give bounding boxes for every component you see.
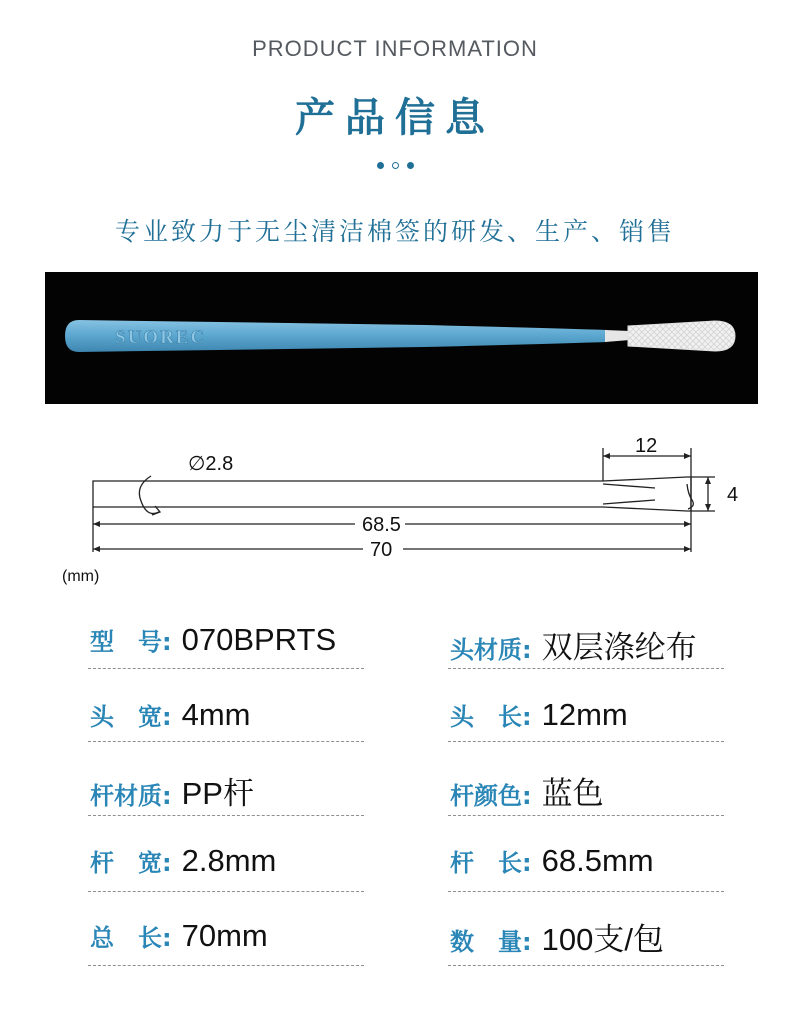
spec-head-length [450, 697, 628, 733]
dashed-divider [448, 668, 724, 669]
spec-value: 蓝色 [541, 776, 604, 811]
spec-total-length [90, 918, 268, 954]
tagline: 专业致力于无尘清洁棉签的研发、生产、销售 [114, 217, 675, 246]
dashed-divider [88, 741, 364, 742]
unit-label: (mm) [62, 568, 100, 585]
spec-label: 杆 宽: [90, 849, 172, 877]
spec-value: 100支/包 [541, 922, 664, 957]
spec-label: 头材质: [450, 636, 532, 664]
spec-label: 数 量: [450, 928, 532, 956]
spec-head-width [90, 697, 251, 733]
dashed-divider [88, 668, 364, 669]
swab-outline [93, 477, 691, 511]
spec-value: 4mm [181, 697, 251, 732]
tip-inner-line [603, 500, 655, 504]
dot-icon [377, 162, 384, 169]
spec-label: 头 宽: [90, 703, 172, 731]
technical-drawing [55, 428, 755, 598]
spec-value: 70mm [181, 918, 268, 953]
diameter-label: ∅2.8 [188, 453, 234, 475]
spec-quantity [450, 914, 664, 959]
spec-value: 双层涤纶布 [541, 630, 697, 665]
dashed-divider [88, 965, 364, 966]
spec-label: 总 长: [90, 924, 172, 952]
spec-label: 头 长: [450, 703, 532, 731]
swab-photo-svg [45, 272, 758, 404]
spec-label: 杆材质: [90, 782, 172, 810]
product-photo [45, 272, 758, 404]
dashed-divider [88, 815, 364, 816]
tip-inner-line [603, 484, 655, 488]
spec-value: 2.8mm [181, 843, 277, 878]
swab-neck [605, 330, 630, 342]
spec-label: 型 号: [90, 628, 172, 656]
tip-curve [687, 484, 693, 509]
spec-value: 070BPRTS [181, 622, 337, 657]
swab-tip [628, 321, 735, 351]
total-length-label: 70 [370, 539, 393, 561]
dot-icon [392, 162, 399, 169]
spec-label: 杆 长: [450, 849, 532, 877]
heading-cn: 产品信息 [295, 95, 495, 141]
spec-stick-material [90, 768, 254, 813]
heading-en: PRODUCT INFORMATION [252, 36, 538, 61]
spec-model [90, 622, 336, 658]
dashed-divider [448, 965, 724, 966]
dashed-divider [448, 741, 724, 742]
stick-length-label: 68.5 [362, 514, 401, 536]
spec-stick-width [90, 843, 276, 879]
dashed-divider [448, 891, 724, 892]
spec-value: 12mm [541, 697, 628, 732]
head-width-label: 4 [727, 484, 739, 506]
spec-value: 68.5mm [541, 843, 654, 878]
brand-mark: SUOREC [115, 327, 207, 348]
dashed-divider [88, 891, 364, 892]
head-length-label: 12 [635, 435, 658, 457]
dot-icon [407, 162, 414, 169]
spec-stick-color [450, 768, 604, 813]
spec-value: PP杆 [181, 776, 254, 811]
spec-label: 杆颜色: [450, 782, 532, 810]
spec-stick-length [450, 843, 654, 879]
decorative-dots [0, 162, 790, 169]
spec-head-material [450, 622, 697, 667]
dashed-divider [448, 815, 724, 816]
dimension-drawing-svg [55, 428, 755, 598]
